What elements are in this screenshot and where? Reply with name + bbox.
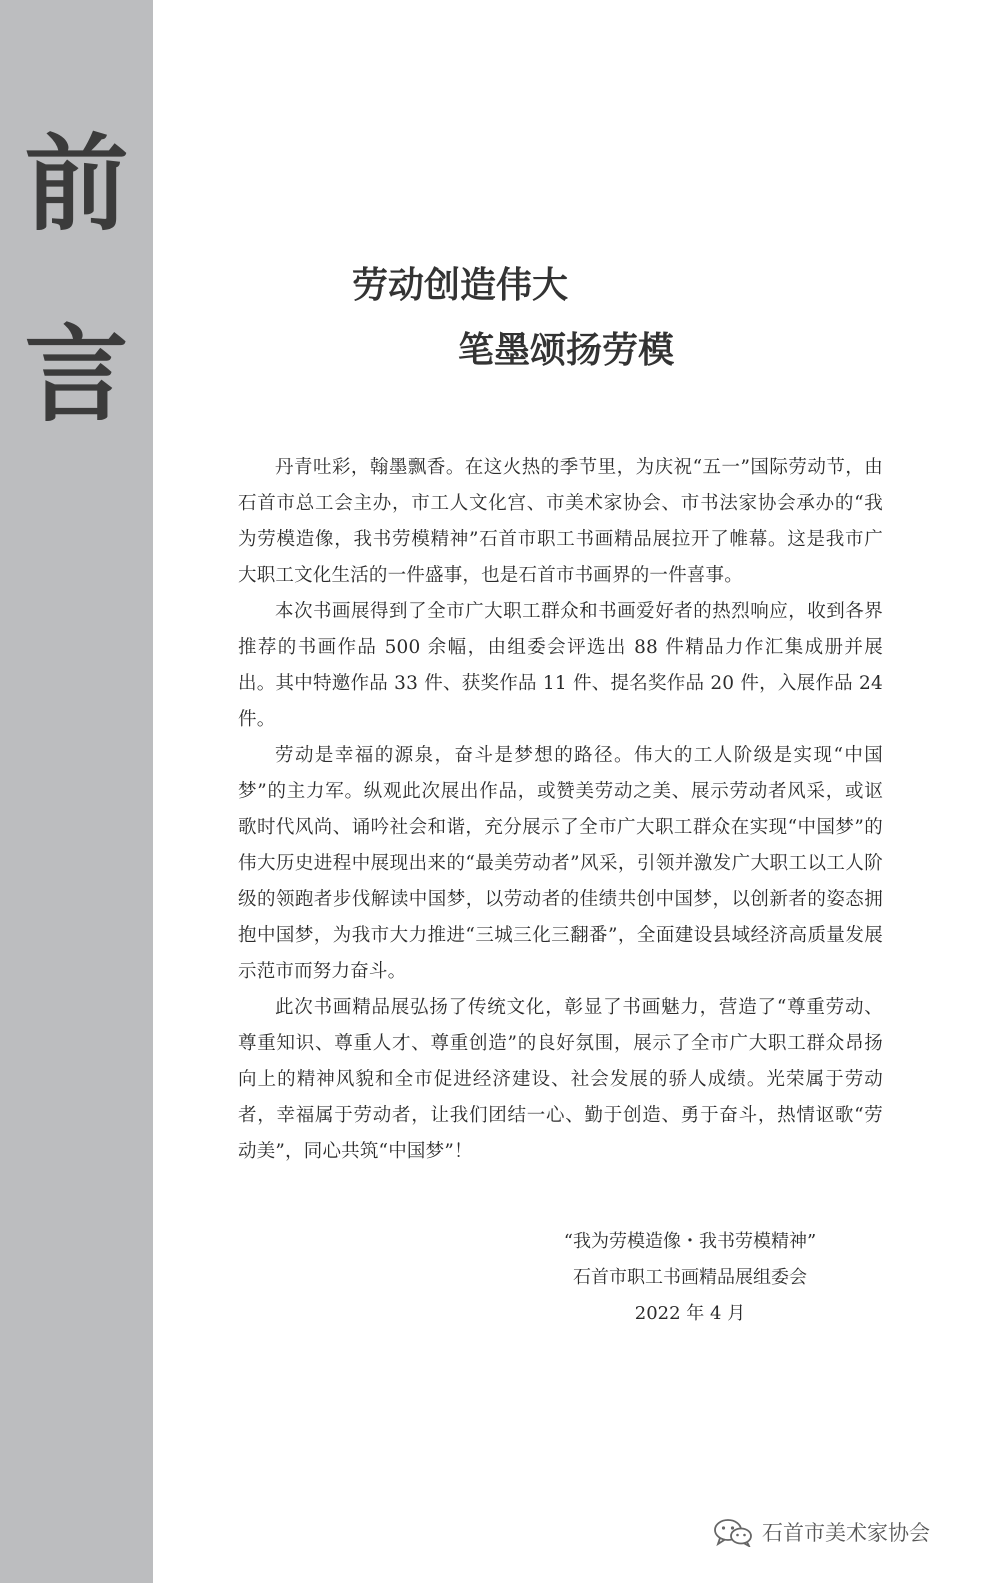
preface-heading-char-1: 前 xyxy=(24,122,129,245)
watermark-text: 石首市美术家协会 xyxy=(762,1521,930,1545)
preface-body xyxy=(238,450,883,1170)
watermark xyxy=(712,1515,930,1549)
paragraph-2: 本次书画展得到了全市广大职工群众和书画爱好者的热烈响应，收到各界推荐的书画作品 500 余幅，由组委会评选出 88 件精品力作汇集成册并展出。其中特邀作品 33 件、获奖作品 11 件、提名奖作品 20 件，入展作品 24 件。 xyxy=(238,601,883,730)
paragraph-3: 劳动是幸福的源泉，奋斗是梦想的路径。伟大的工人阶级是实现“中国梦”的主力军。纵观此次展出作品，或赞美劳动之美、展示劳动者风采，或讴歌时代风尚、诵吟社会和谐，充分展示了全市广大职工群众在实现“中国梦”的伟大历史进程中展现出来的“最美劳动者”风采，引领并激发广大职工以工人阶级的领跑者步伐解读中国梦，以劳动者的佳绩共创中国梦，以创新者的姿态拥抱中国梦，为我市大力推进“三城三化三翻番”，全面建设县域经济高质量发展示范市而努力奋斗。 xyxy=(238,745,883,982)
wechat-icon xyxy=(712,1517,754,1547)
paragraph-1: 丹青吐彩，翰墨飘香。在这火热的季节里，为庆祝“五一”国际劳动节，由石首市总工会主办，市工人文化宫、市美术家协会、市书法家协会承办的“我为劳模造像，我书劳模精神”石首市职工书画精品展拉开了帷幕。这是我市广大职工文化生活的一件盛事，也是石首市书画界的一件喜事。 xyxy=(238,457,883,586)
signature-organizer: 石首市职工书画精品展组委会 xyxy=(573,1267,807,1288)
signature-block xyxy=(520,1224,860,1332)
paragraph-4: 此次书画精品展弘扬了传统文化，彰显了书画魅力，营造了“尊重劳动、尊重知识、尊重人才、尊重创造”的良好氛围，展示了全市广大职工群众昂扬向上的精神风貌和全市促进经济建设、社会发展的骄人成绩。光荣属于劳动者，幸福属于劳动者，让我们团结一心、勤于创造、勇于奋斗，热情讴歌“劳动美”，同心共筑“中国梦”！ xyxy=(238,997,883,1162)
sidebar-band xyxy=(0,0,153,1583)
title-line-2: 笔墨颂扬劳模 xyxy=(458,329,675,371)
signature-date: 2022 年 4 月 xyxy=(634,1303,746,1324)
title-line-1: 劳动创造伟大 xyxy=(352,264,569,306)
preface-heading-char-2: 言 xyxy=(24,313,129,436)
signature-exhibition-name: “我为劳模造像・我书劳模精神” xyxy=(563,1231,817,1252)
